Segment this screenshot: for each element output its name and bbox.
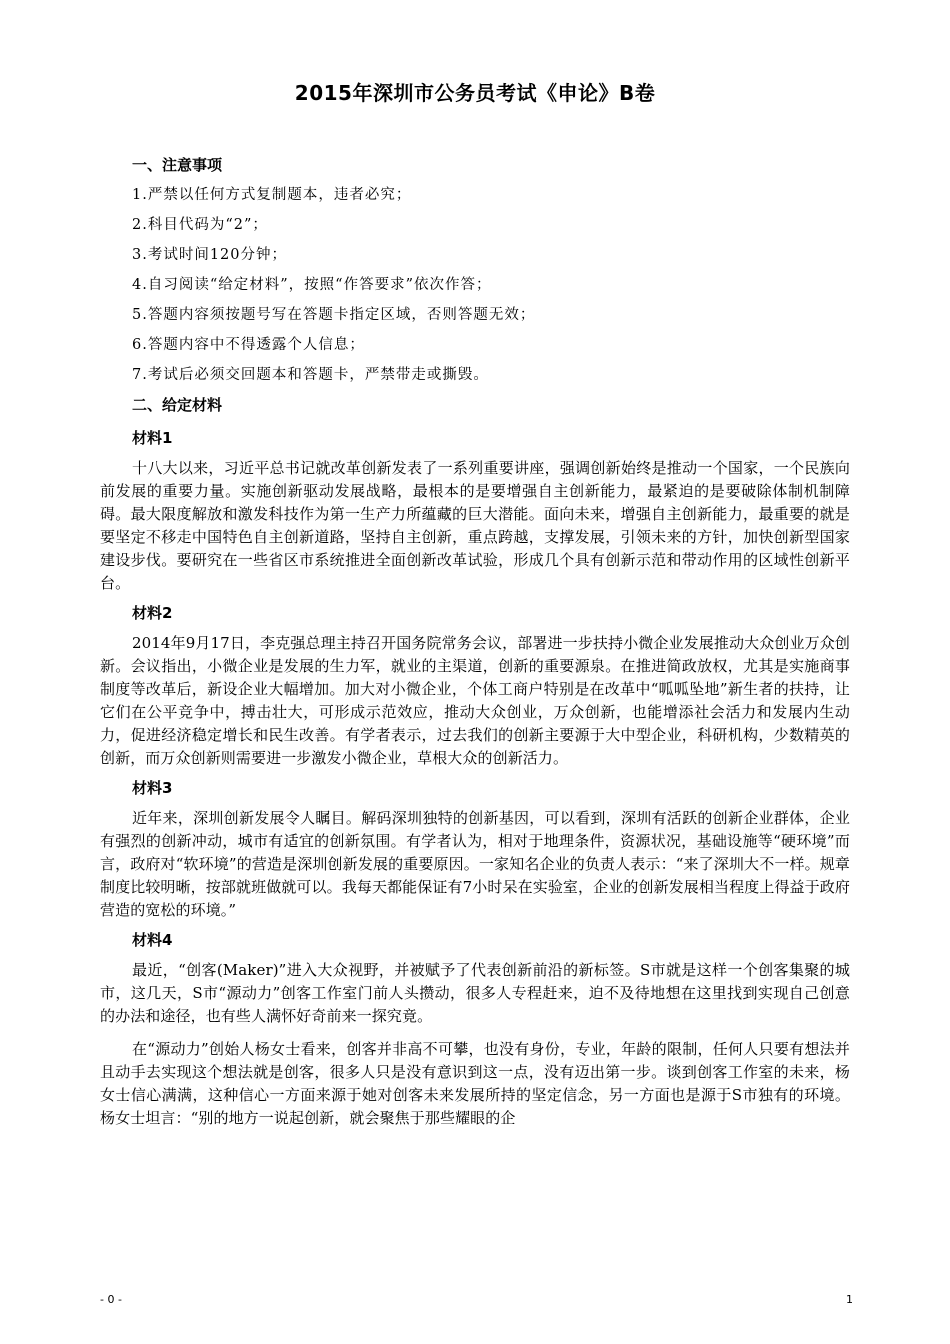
material-1-title: 材料1 (132, 429, 173, 447)
document-body (100, 150, 850, 1130)
footer-page-number: 1 (846, 1293, 853, 1306)
notice-heading: 一、注意事项 (132, 156, 223, 174)
material-4-paragraph-1: 最近，“创客(Maker)”进入大众视野，并被赋予了代表创新前沿的新标签。S市就是这样一个创客集聚的城市，这几天，S市“源动力”创客工作室门前人头攒动，很多人专程赶来，迫不及待地想在这里找到实现自己创意的办法和途径，也有些人满怀好奇前来一探究竟。 (100, 961, 850, 1025)
notice-item-7: 7.考试后必须交回题本和答题卡，严禁带走或撕毁。 (132, 367, 489, 383)
material-2-title: 材料2 (132, 604, 173, 622)
materials-heading: 二、给定材料 (132, 396, 223, 414)
document-title: 2015年深圳市公务员考试《申论》B卷 (294, 81, 656, 105)
material-3-paragraph: 近年来，深圳创新发展令人瞩目。解码深圳独特的创新基因，可以看到，深圳有活跃的创新企业群体，企业有强烈的创新冲动，城市有适宜的创新氛围。有学者认为，相对于地理条件，资源状况，基础设施等“硬环境”而言，政府对“软环境”的营造是深圳创新发展的重要原因。一家知名企业的负责人表示：“来了深圳大不一样。规章制度比较明晰，按部就班做就可以。我每天都能保证有7小时呆在实验室，企业的创新发展相当程度上得益于政府营造的宽松的环境。” (100, 809, 850, 919)
notice-item-6: 6.答题内容中不得透露个人信息； (132, 337, 365, 353)
notice-item-2: 2.科目代码为“2”； (132, 217, 268, 233)
notice-item-5: 5.答题内容须按题号写在答题卡指定区域，否则答题无效； (132, 307, 536, 323)
material-1-paragraph: 十八大以来，习近平总书记就改革创新发表了一系列重要讲座，强调创新始终是推动一个国家，一个民族向前发展的重要力量。实施创新驱动发展战略，最根本的是要增强自主创新能力，最紧迫的是要破除体制机制障碍。最大限度解放和激发科技作为第一生产力所蕴藏的巨大潜能。面向未来，增强自主创新能力，最重要的就是要坚定不移走中国特色自主创新道路，坚持自主创新，重点跨越，支撑发展，引领未来的方针，加快创新型国家建设步伐。要研究在一些省区市系统推进全面创新改革试验，形成几个具有创新示范和带动作用的区域性创新平台。 (100, 459, 850, 592)
material-4-title: 材料4 (132, 931, 173, 949)
material-2-paragraph: 2014年9月17日，李克强总理主持召开国务院常务会议，部署进一步扶持小微企业发展推动大众创业万众创新。会议指出，小微企业是发展的生力军，就业的主渠道，创新的重要源泉。在推进简政放权，尤其是实施商事制度等改革后，新设企业大幅增加。加大对小微企业，个体工商户特别是在改革中“呱呱坠地”新生者的扶持，让它们在公平竞争中，搏击壮大，可形成示范效应，推动大众创业，万众创新，也能增添社会活力和发展内生动力，促进经济稳定增长和民生改善。有学者表示，过去我们的创新主要源于大中型企业，科研机构，少数精英的创新，而万众创新则需要进一步激发小微企业，草根大众的创新活力。 (100, 634, 850, 767)
material-4-paragraph-2: 在“源动力”创始人杨女士看来，创客并非高不可攀，也没有身份，专业，年龄的限制，任何人只要有想法并且动手去实现这个想法就是创客，很多人只是没有意识到这一点，没有迈出第一步。谈到创客工作室的未来，杨女士信心满满，这种信心一方面来源于她对创客未来发展所持的坚定信念，另一方面也是源于S市独有的环境。杨女士坦言：“别的地方一说起创新，就会聚焦于那些耀眼的企 (100, 1040, 850, 1127)
notice-item-3: 3.考试时间120分钟； (132, 247, 288, 263)
notice-item-1: 1.严禁以任何方式复制题本，违者必究； (132, 187, 412, 203)
material-3-title: 材料3 (132, 779, 173, 797)
notice-item-4: 4.自习阅读“给定材料”，按照“作答要求”依次作答； (132, 277, 492, 293)
footer-page-marker: - 0 - (100, 1293, 122, 1306)
